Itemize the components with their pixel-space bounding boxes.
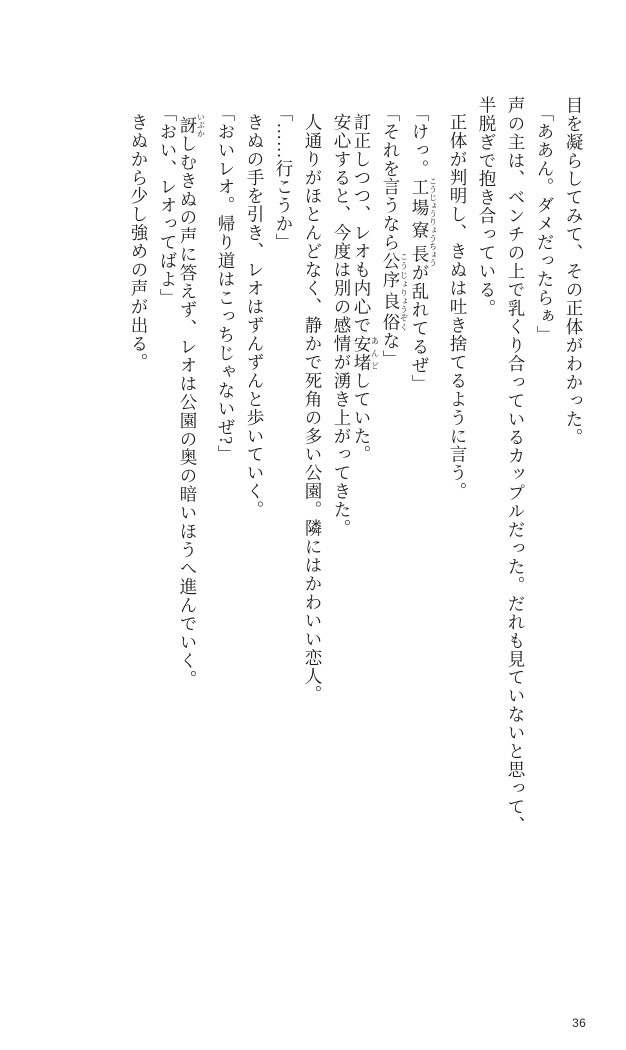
text-line: 訂正しつつ、レオも内心で安堵あんどしていた。 (352, 113, 380, 464)
text-line: 安心すると、今度は別の感情が湧き上がってきた。 (332, 113, 352, 538)
text-line: きぬから少し強めの声が出る。 (129, 113, 149, 372)
text-line: 正体が判明し、きぬは吐き捨てるように言う。 (448, 113, 468, 501)
text-line: 人通りがほとんどなく、静かで死角の多い公園。隣にはかわいい恋人。 (303, 113, 323, 704)
text-line: 「ああん。ダメだったらぁ」 (535, 104, 555, 345)
text-line: 目を凝らしてみて、その正体がわかった。 (564, 96, 584, 447)
text-line: 半脱ぎで抱き合っている。 (477, 96, 497, 318)
text-line: 「おい、レオってばよ」 (158, 104, 178, 308)
text-line: 「それを言うなら公序こうじょ良りょう俗ぞくな」 (381, 104, 409, 369)
page-number: 36 (572, 1016, 586, 1030)
text-line: 訝いぶかしむきぬの声に答えず、レオは公園の奥の暗いほうへ進んでいく。 (178, 113, 206, 689)
text-line: きぬの手を引き、レオはずんずんと歩いていく。 (245, 113, 265, 520)
text-line: 「けっ。工場こうじょう寮りょう長ちょうが乱れてるぜ」 (410, 104, 438, 393)
text-line: 「おいレオ。帰り道はこっちじゃないぜ?」 (216, 104, 236, 464)
text-line: 「……行こうか」 (274, 104, 294, 252)
text-line: 声の主は、ベンチの上で乳くり合っているカップルだった。だれも見ていないと思って、 (506, 96, 526, 835)
vertical-text-block (56, 96, 582, 976)
